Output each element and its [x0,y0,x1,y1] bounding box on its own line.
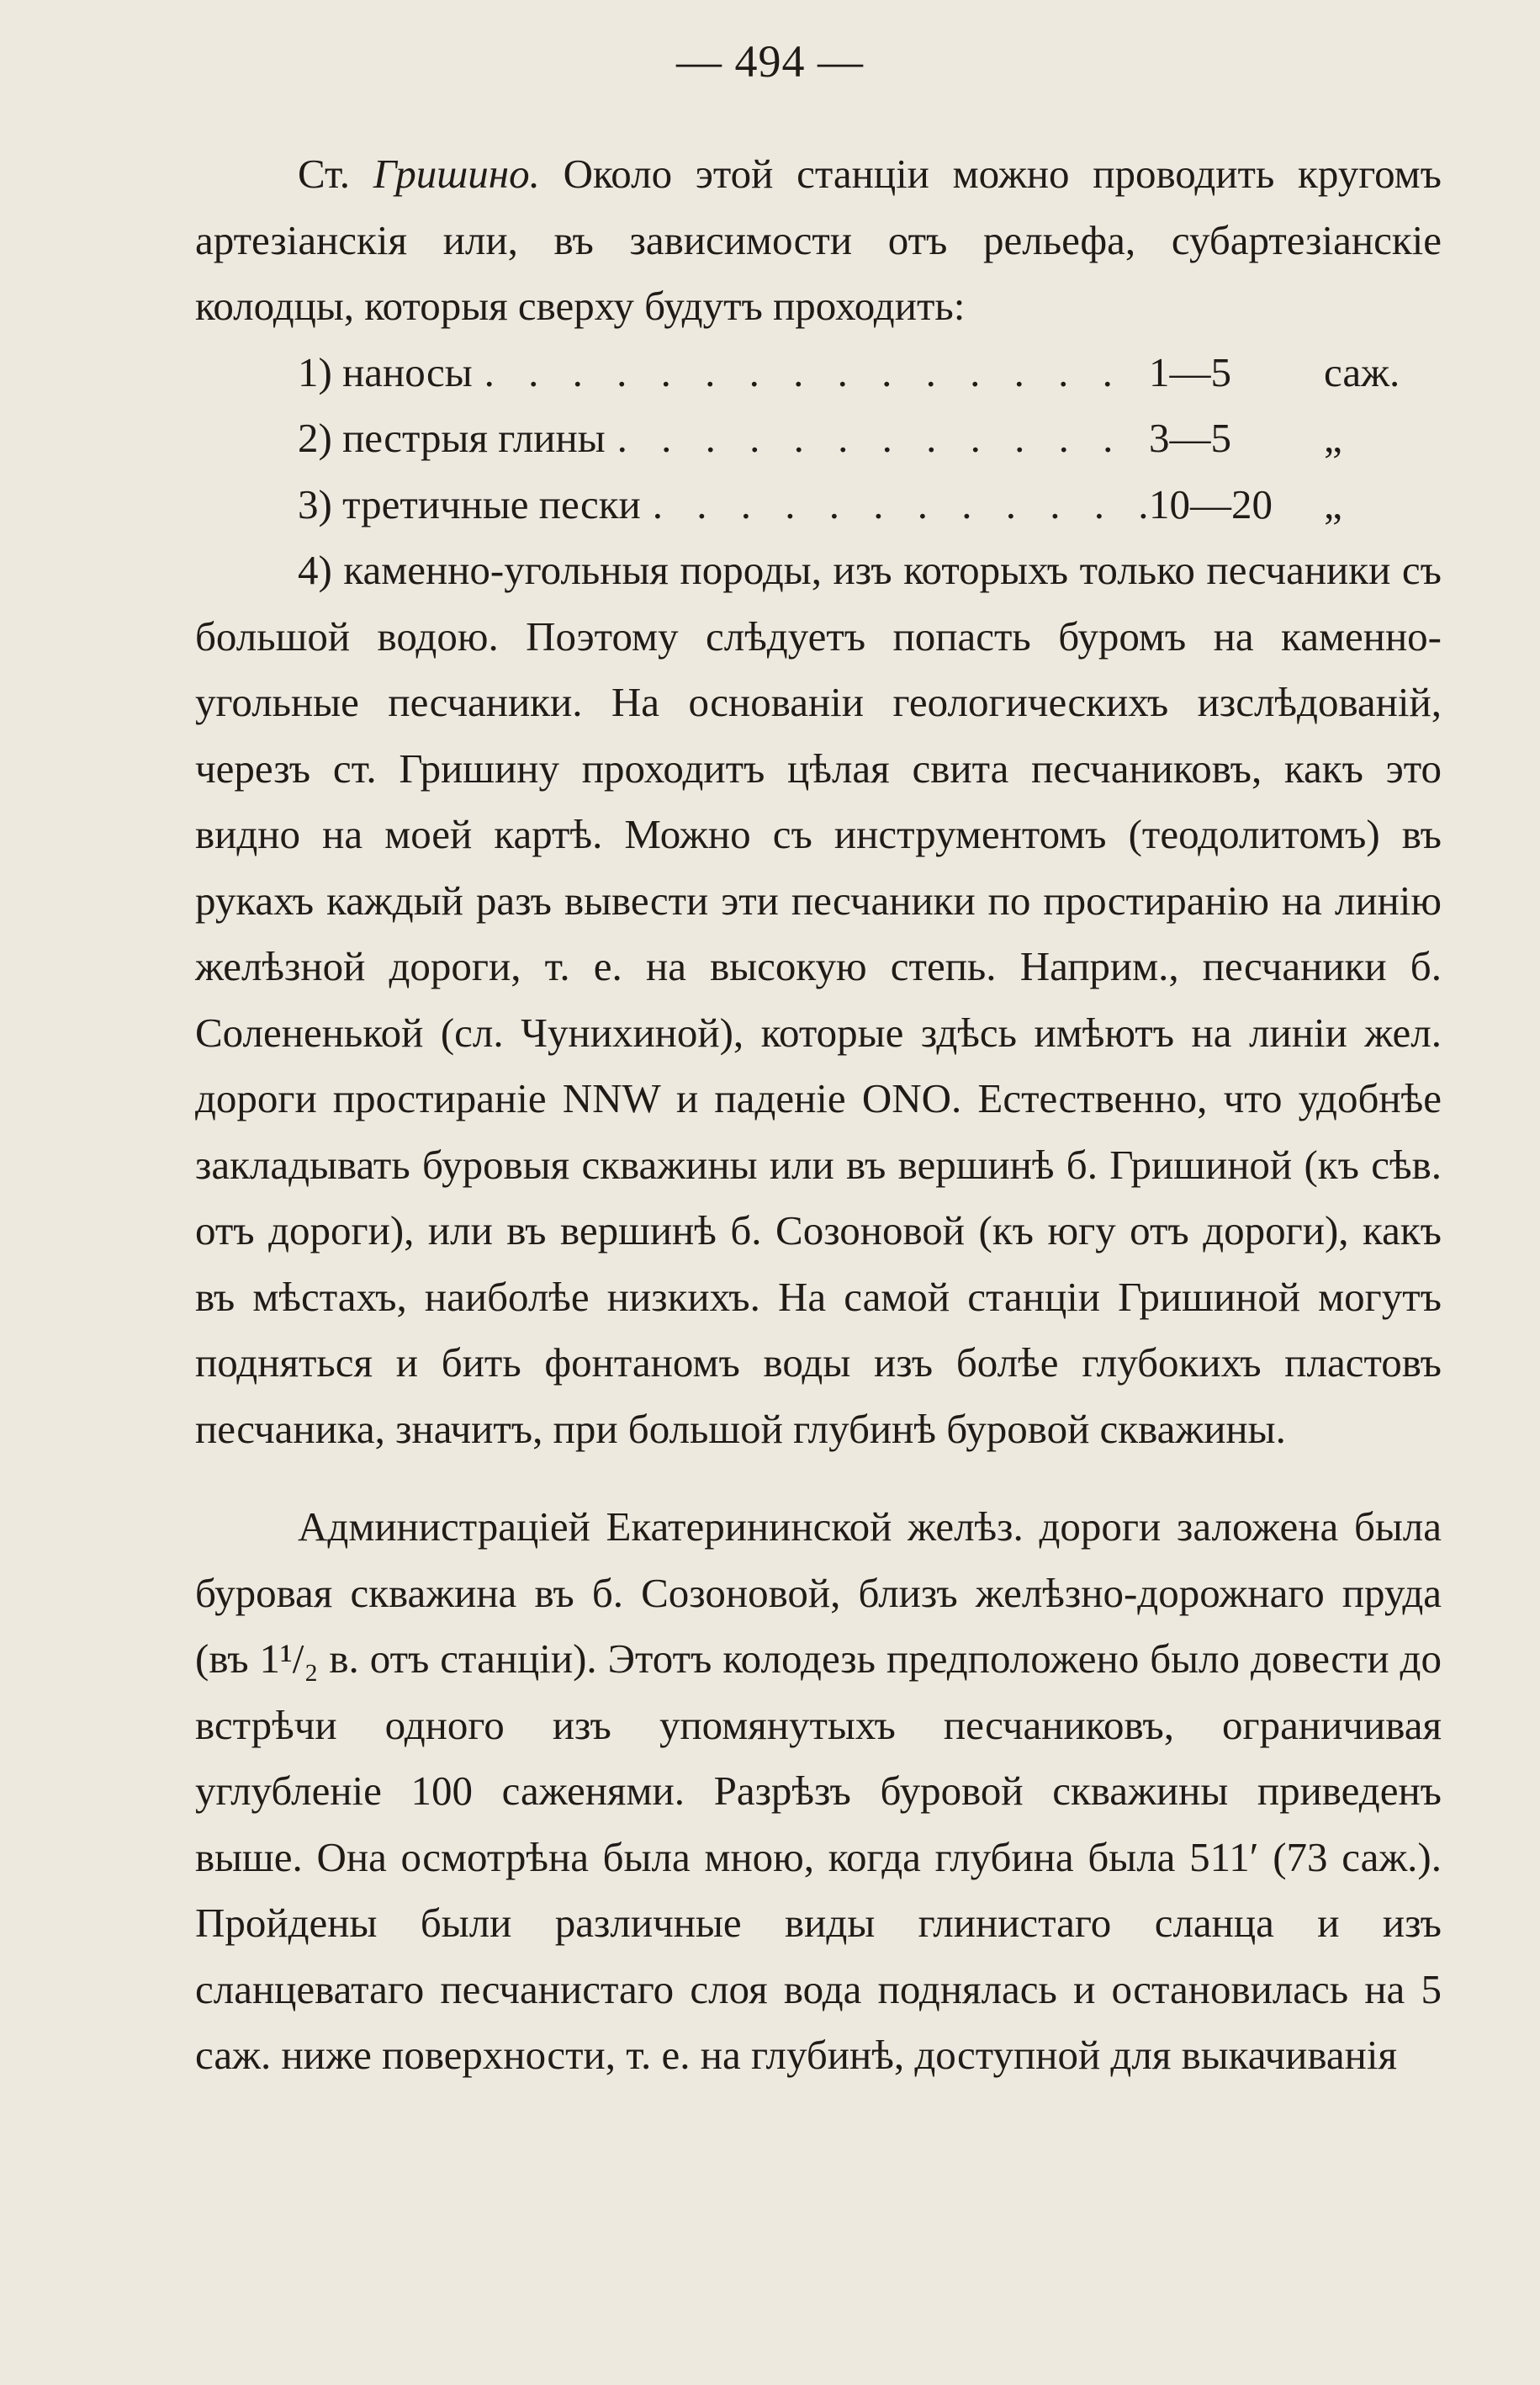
list-item-label: 1) наносы [298,348,473,395]
list-item-label: 3) третичные пески [298,480,641,527]
list-item-value: 1—5 [1149,348,1231,395]
list-item-3 [298,472,1442,538]
station-name: Гришино. [373,151,540,197]
list-item-2 [298,405,1442,472]
leader-dots [606,405,1149,472]
list-item-value: 3—5 [1149,415,1231,461]
page-number: — 494 — [676,36,864,87]
paragraph-intro-text: Около этой станціи можно проводить кругомъ артезіанскія или, въ зависимости отъ рельефа, субартезіанскіе колодцы, которыя сверху будутъ проходить: [195,151,1442,329]
leader-dots [473,340,1149,406]
list-item-unit: „ [1324,480,1342,527]
paragraph-intro [195,141,1442,340]
list-item-value: 10—20 [1149,480,1273,527]
leader-dots [641,472,1149,538]
paragraph-list-continuation: 4) каменно-угольныя породы, изъ которыхъ только песчаники съ большой водою. Поэтому слѣдуетъ попасть буромъ на каменно-угольные песчаники. На основаніи геологическихъ изслѣдованій, черезъ ст. Гришину проходитъ цѣлая свита песчаниковъ, какъ это видно на моей картѣ. Можно съ инструментомъ (теодолитомъ) въ рукахъ каждый разъ вывести эти песчаники по простиранію на линію желѣзной дороги, т. е. на высокую степь. Наприм., песчаники б. Солененькой (сл. Чунихиной), которые здѣсь имѣютъ на линіи жел. дороги простираніе NNW и паденіе ONO. Естественно, что удобнѣе закладывать буровыя скважины или въ вершинѣ б. Гришиной (къ сѣв. отъ дороги), или въ вершинѣ б. Созоновой (къ югу отъ дороги), какъ въ мѣстахъ, наиболѣе низкихъ. На самой станціи Гришиной могутъ подняться и бить фонтаномъ воды изъ болѣе глубокихъ пластовъ песчаника, значитъ, при большой глубинѣ буровой скважины. [195,547,1442,1452]
list-item-label: 2) пестрыя глины [298,415,606,461]
body-text [195,141,1442,2089]
paragraph-intro-lead: Ст. [298,151,373,197]
list-item-1 [298,340,1442,406]
list-item-unit: „ [1324,415,1342,461]
list-item-unit: саж. [1324,348,1400,395]
paragraph-administration: Администраціей Екатерининской желѣз. дороги заложена была буровая скважина въ б. Созоновой, близъ желѣзно-дорожнаго пруда (въ 1¹/₂ в. отъ станціи). Этотъ колодезь предположено было довести до встрѣчи одного изъ упомянутыхъ песчаниковъ, ограничивая углубленіе 100 саженями. Разрѣзъ буровой скважины приведенъ выше. Она осмотрѣна была мною, когда глубина была 511′ (73 саж.). Пройдены были различные виды глинистаго сланца и изъ сланцеватаго песчанистаго слоя вода поднялась и остановилась на 5 саж. ниже поверхности, т. е. на глубинѣ, доступной для выкачиванія [195,1503,1442,2078]
